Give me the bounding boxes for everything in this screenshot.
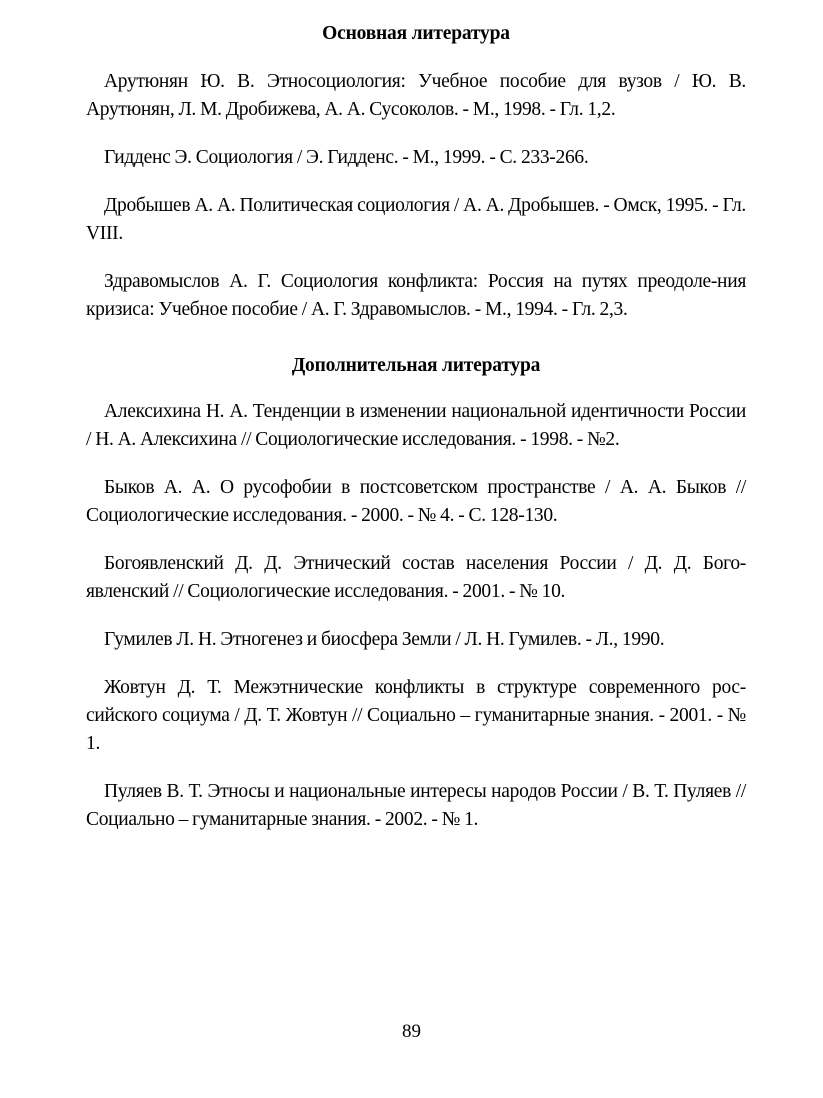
- main-entry-2: Гидденс Э. Социология / Э. Гидденс. - М., 1999. - С. 233-266.: [104, 147, 589, 168]
- additional-entry-3: Богоявленский Д. Д. Этнический состав населения России / Д. Д. Бого-явленский // Социологические исследования. - 2001. - № 10.: [86, 553, 746, 602]
- main-literature-heading: Основная литература: [322, 23, 510, 44]
- main-entry-3: Дробышев А. А. Политическая социология / А. А. Дробышев. - Омск, 1995. - Гл. VIII.: [86, 195, 746, 244]
- additional-entry-6: Пуляев В. Т. Этносы и национальные интересы народов России / В. Т. Пуляев // Социально – гуманитарные знания. - 2002. - № 1.: [86, 781, 746, 830]
- additional-entry-2: Быков А. А. О русофобии в постсоветском пространстве / А. А. Быков // Социологические исследования. - 2000. - № 4. - С. 128-130.: [86, 477, 746, 526]
- bibliography-page: [86, 18, 746, 854]
- additional-literature-heading: Дополнительная литература: [291, 355, 541, 376]
- additional-entry-1: Алексихина Н. А. Тенденции в изменении национальной идентичности России / Н. А. Алексихина // Социологические исследования. - 1998. - №2.: [86, 401, 746, 450]
- main-entry-1: Арутюнян Ю. В. Этносоциология: Учебное пособие для вузов / Ю. В. Арутюнян, Л. М. Дробижева, А. А. Сусоколов. - М., 1998. - Гл. 1,2.: [86, 71, 746, 120]
- main-entry-4: Здравомыслов А. Г. Социология конфликта: Россия на путях преодоле-ния кризиса: Учебное пособие / А. Г. Здравомыслов. - М., 1994. - Гл. 2,3.: [86, 271, 746, 320]
- page-number: 89: [402, 1021, 421, 1042]
- additional-entry-5: Жовтун Д. Т. Межэтнические конфликты в структуре современного рос-сийского социума / Д. Т. Жовтун // Социально – гуманитарные знания. - 2001. - № 1.: [86, 677, 746, 754]
- additional-entry-4: Гумилев Л. Н. Этногенез и биосфера Земли / Л. Н. Гумилев. - Л., 1990.: [104, 629, 665, 650]
